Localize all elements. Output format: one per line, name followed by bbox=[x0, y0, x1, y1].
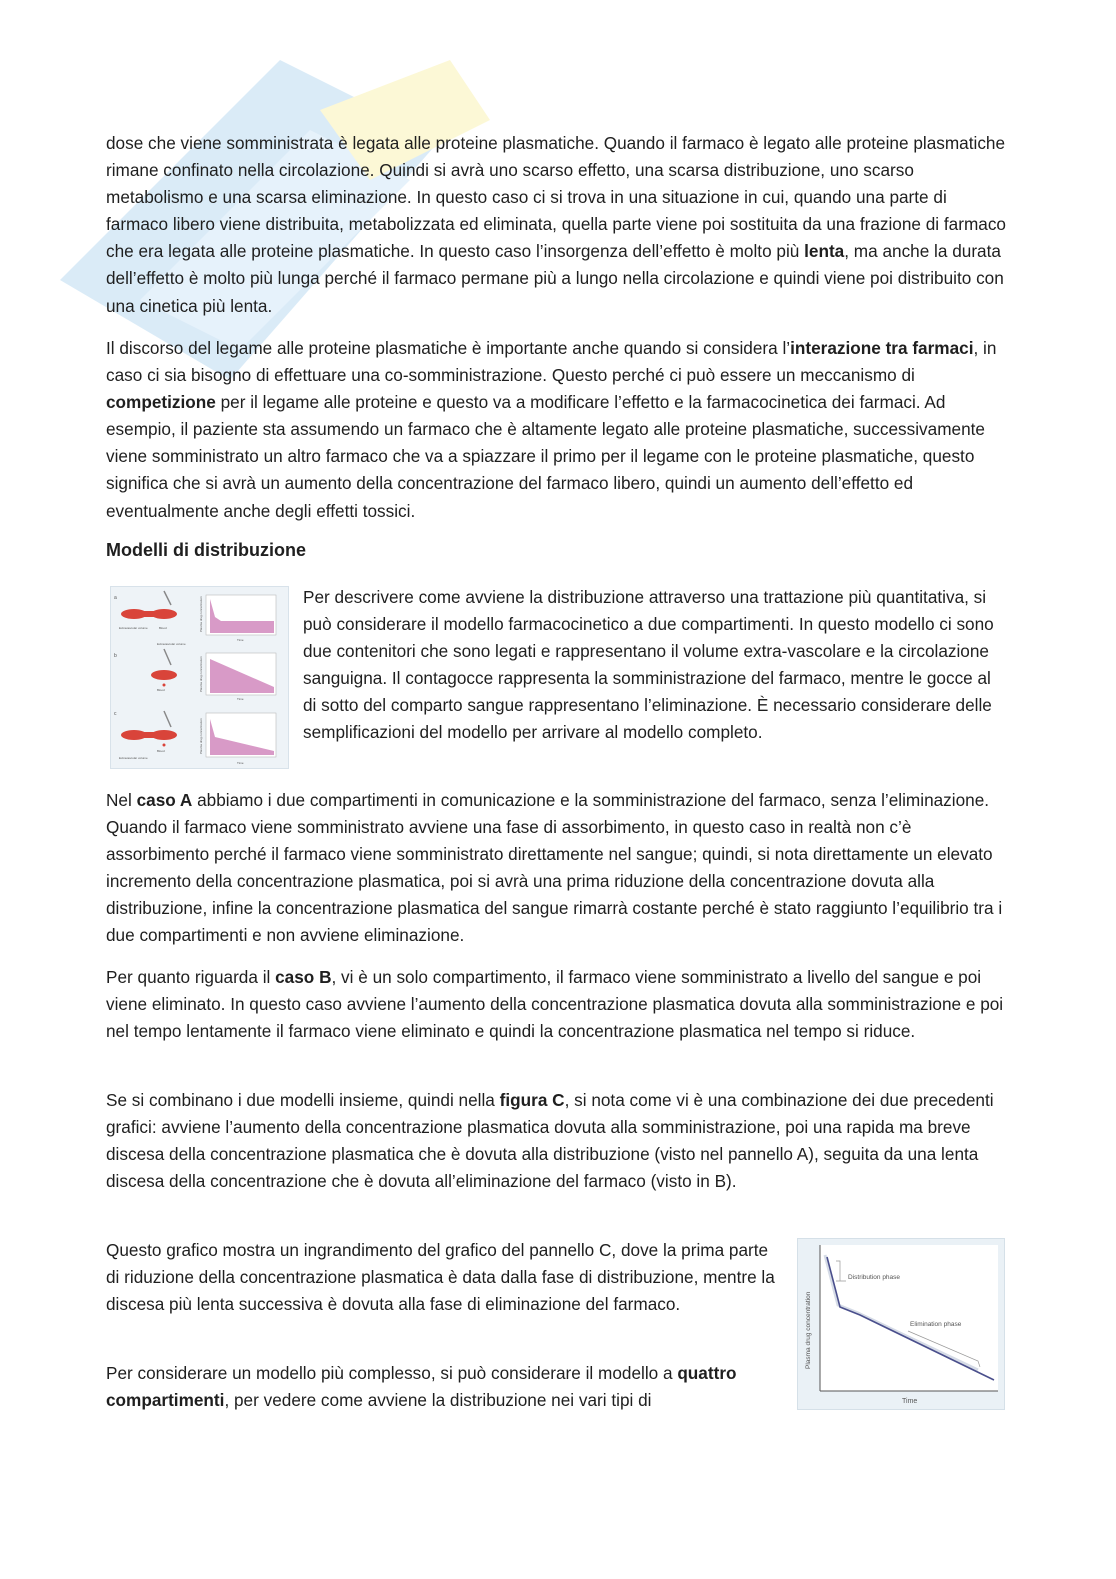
svg-text:Extravascular volume: Extravascular volume bbox=[119, 626, 148, 630]
paragraph-four-compartments: Per considerare un modello più complesso, si può considerare il modello a quattro compartimenti, per vedere come avviene la distribuzione nei vari tipi di bbox=[106, 1363, 737, 1411]
svg-text:Plasma drug concentration: Plasma drug concentration bbox=[199, 656, 203, 692]
elimination-phase-label: Elimination phase bbox=[910, 1321, 962, 1328]
svg-text:Time: Time bbox=[237, 638, 244, 642]
section-heading: Modelli di distribuzione bbox=[106, 540, 306, 560]
svg-text:Plasma drug concentration: Plasma drug concentration bbox=[199, 718, 203, 754]
paragraph-case-a: Nel caso A abbiamo i due compartimenti in comunicazione e la somministrazione del farmaco, senza l’eliminazione. Quando il farmaco viene somministrato avviene una fase di assorbimento, in questo caso in realtà non c’è assorbimento perché il farmaco viene somministrato direttamente nel sangue; quindi, si nota direttamente un elevato incremento della concentrazione plasmatica, poi si avrà una prima riduzione della concentrazione dovuta alla distribuzione, infine la concentrazione plasmatica del sangue rimarrà costante perché è stato raggiunto l’equilibrio tra i due compartimenti e non avviene eliminazione. bbox=[106, 790, 1003, 946]
panel-marker-c: c bbox=[114, 711, 117, 717]
svg-text:Plasma drug concentration: Plasma drug concentration bbox=[199, 596, 203, 632]
panel-marker-a: a bbox=[114, 595, 117, 601]
paragraph-protein-binding: dose che viene somministrata è legata alle proteine plasmatiche. Quando il farmaco è legato alle proteine plasmatiche rimane confinato nella circolazione. Quindi si avrà uno scarso effetto, una scarsa distribuzione, uno scarso metabolismo e una scarsa eliminazione. In questo caso ci si trova in una situazione in cui, quando una parte di farmaco libero viene distribuita, metabolizzata ed eliminata, quella parte viene poi sostituita da una frazione di farmaco che era legata alle proteine plasmatiche. In questo caso l’insorgenza dell’effetto è molto più lenta, ma anche la durata dell’effetto è molto più lunga perché il farmaco permane più a lungo nella circolazione e quindi viene poi distribuito con una cinetica più lenta. bbox=[106, 133, 1006, 316]
panel-a bbox=[114, 591, 276, 642]
svg-text:Blood: Blood bbox=[157, 749, 165, 753]
svg-text:Extravascular volume: Extravascular volume bbox=[119, 756, 148, 760]
svg-text:Blood: Blood bbox=[157, 688, 165, 692]
panel-marker-b: b bbox=[114, 653, 117, 659]
paragraph-two-compartment-model: Per descrivere come avviene la distribuzione attraverso una trattazione più quantitativa, si può considerare il modello farmacocinetico a due compartimenti. In questo modello ci sono due contenitori che sono legati e rappresentano il volume extra-vascolare e la circolazione sanguigna. Il contagocce rappresenta la somministrazione del farmaco, mentre le gocce al di sotto del comparto sangue rappresentano l’eliminazione. È necessario considerare delle semplificazioni del modello per arrivare al modello completo. bbox=[303, 587, 994, 743]
distribution-elimination-chart bbox=[797, 1238, 1005, 1410]
panel-b bbox=[114, 649, 276, 701]
distribution-phase-label: Distribution phase bbox=[848, 1274, 901, 1281]
svg-text:Time: Time bbox=[237, 697, 244, 701]
paragraph-graph-zoom: Questo grafico mostra un ingrandimento del grafico del pannello C, dove la prima parte di riduzione della concentrazione plasmatica è data dalla fase di distribuzione, mentre la discesa più lenta successiva è dovuta alla fase di eliminazione del farmaco. bbox=[106, 1240, 775, 1315]
two-compartment-model-figure bbox=[110, 586, 289, 769]
paragraph-drug-interaction: Il discorso del legame alle proteine plasmatiche è importante anche quando si considera l’interazione tra farmaci, in caso ci sia bisogno di effettuare una co-somministrazione. Questo perché ci può essere un meccanismo di competizione per il legame alle proteine e questo va a modificare l’effetto e la farmacocinetica dei farmaci. Ad esempio, il paziente sta assumendo un farmaco che è altamente legato alle proteine plasmatiche, successivamente viene somministrato un altro farmaco che va a spiazzare il primo per il legame con le proteine plasmatiche, questo significa che si avrà un aumento della concentrazione del farmaco libero, quindi un aumento dell’effetto ed eventualmente anche degli effetti tossici. bbox=[106, 338, 997, 521]
y-axis-label: Plasma drug concentration bbox=[805, 1291, 812, 1369]
svg-text:Blood: Blood bbox=[159, 626, 167, 630]
paragraph-case-b: Per quanto riguarda il caso B, vi è un solo compartimento, il farmaco viene somministrato a livello del sangue e poi viene eliminato. In questo caso avviene l’aumento della concentrazione plasmatica dovuta alla somministrazione e poi nel tempo lentamente il farmaco viene eliminato e quindi la concentrazione plasmatica nel tempo si riduce. bbox=[106, 967, 1004, 1042]
paragraph-figure-c: Se si combinano i due modelli insieme, quindi nella figura C, si nota come vi è una combinazione dei due precedenti grafici: avviene l’aumento della concentrazione plasmatica dovuta alla somministrazione, poi una rapida ma breve discesa della concentrazione plasmatica che è dovuta alla distribuzione (visto nel pannello A), seguita da una lenta discesa della concentrazione che è dovuta all’eliminazione del farmaco (visto in B). bbox=[106, 1090, 994, 1192]
svg-text:Extravascular volume: Extravascular volume bbox=[157, 642, 186, 646]
svg-text:Time: Time bbox=[237, 761, 244, 765]
x-axis-label: Time bbox=[902, 1398, 918, 1405]
